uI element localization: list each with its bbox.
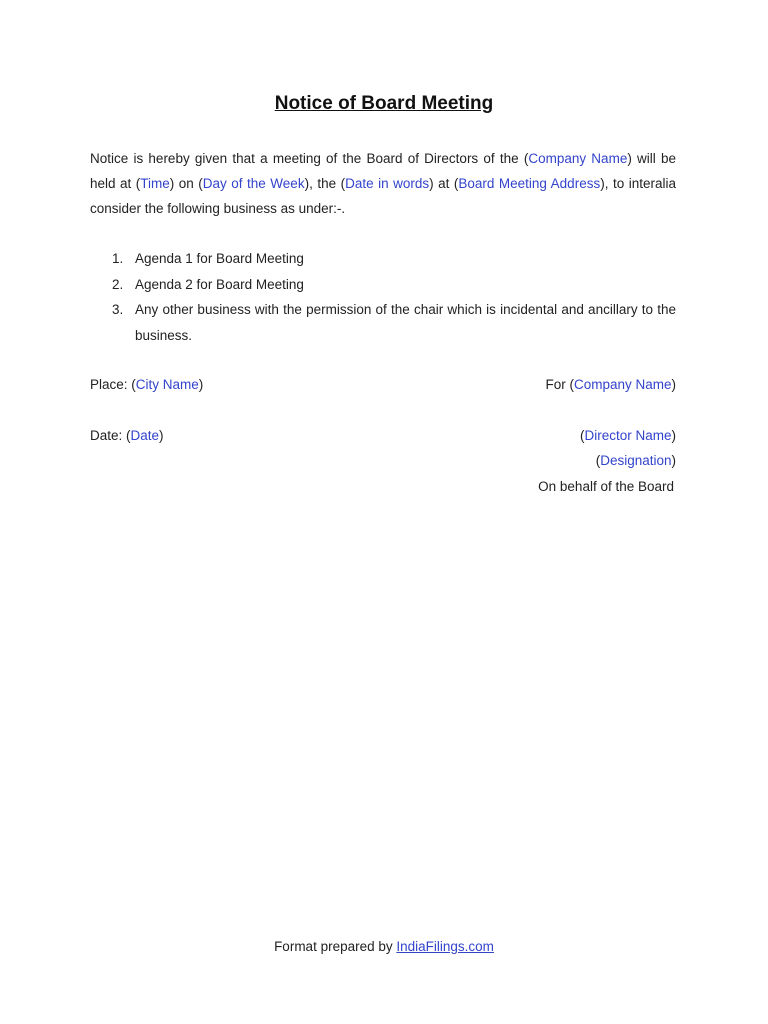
- list-item: [90, 246, 676, 272]
- footer: [0, 937, 768, 957]
- for-company-close: ): [671, 377, 676, 392]
- document-title: Notice of Board Meeting: [274, 93, 494, 114]
- intro-text-2: ) will be held at (: [90, 151, 676, 191]
- intro-text-6: ), to interalia consider the following business as under:-.: [90, 176, 676, 216]
- date-label: Date: (: [90, 428, 131, 443]
- indiafilings-link[interactable]: IndiaFilings.com: [396, 939, 494, 954]
- date-field: [90, 426, 164, 446]
- intro-text-4: ), the (: [304, 176, 346, 191]
- designation-open: (: [595, 453, 601, 468]
- placeholder-city-name: City Name: [135, 377, 199, 392]
- director-open: (: [579, 428, 585, 443]
- for-company-field: [545, 375, 676, 395]
- place-close: ): [198, 377, 204, 392]
- on-behalf-text: On behalf of the Board: [538, 479, 674, 494]
- footer-text: Format prepared by: [274, 939, 397, 954]
- placeholder-director-name: Director Name: [584, 428, 672, 443]
- director-close: ): [671, 428, 676, 443]
- placeholder-designation: Designation: [600, 453, 672, 468]
- notice-paragraph: [90, 146, 676, 221]
- list-item-text: Any other business with the permission of the chair which is incidental and ancillary to the business.: [135, 302, 676, 343]
- placeholder-date-in-words: Date in words: [345, 176, 430, 191]
- director-field: [580, 426, 676, 446]
- list-item: [90, 272, 676, 298]
- placeholder-meeting-address: Board Meeting Address: [458, 176, 601, 191]
- list-item-number: 3.: [112, 302, 124, 317]
- placeholder-date: Date: [130, 428, 160, 443]
- list-item-number: 1.: [112, 251, 124, 266]
- placeholder-company-name-signature: Company Name: [573, 377, 672, 392]
- list-item: [90, 297, 676, 348]
- date-close: ): [159, 428, 164, 443]
- for-company-label: For (: [545, 377, 574, 392]
- list-item-text: Agenda 1 for Board Meeting: [135, 251, 304, 266]
- placeholder-day-of-week: Day of the Week: [202, 176, 305, 191]
- intro-text-5: ) at (: [429, 176, 459, 191]
- intro-text-1: Notice is hereby given that a meeting of the Board of Directors of the (: [90, 151, 529, 166]
- designation-close: ): [671, 453, 676, 468]
- placeholder-time: Time: [140, 176, 170, 191]
- agenda-list: [90, 246, 676, 348]
- list-item-number: 2.: [112, 276, 124, 292]
- place-label: Place: (: [90, 377, 136, 392]
- intro-text-3: ) on (: [169, 176, 203, 191]
- placeholder-company-name: Company Name: [528, 151, 628, 166]
- designation-field: [596, 451, 676, 471]
- place-field: [90, 375, 203, 395]
- list-item-text: Agenda 2 for Board Meeting: [135, 276, 304, 292]
